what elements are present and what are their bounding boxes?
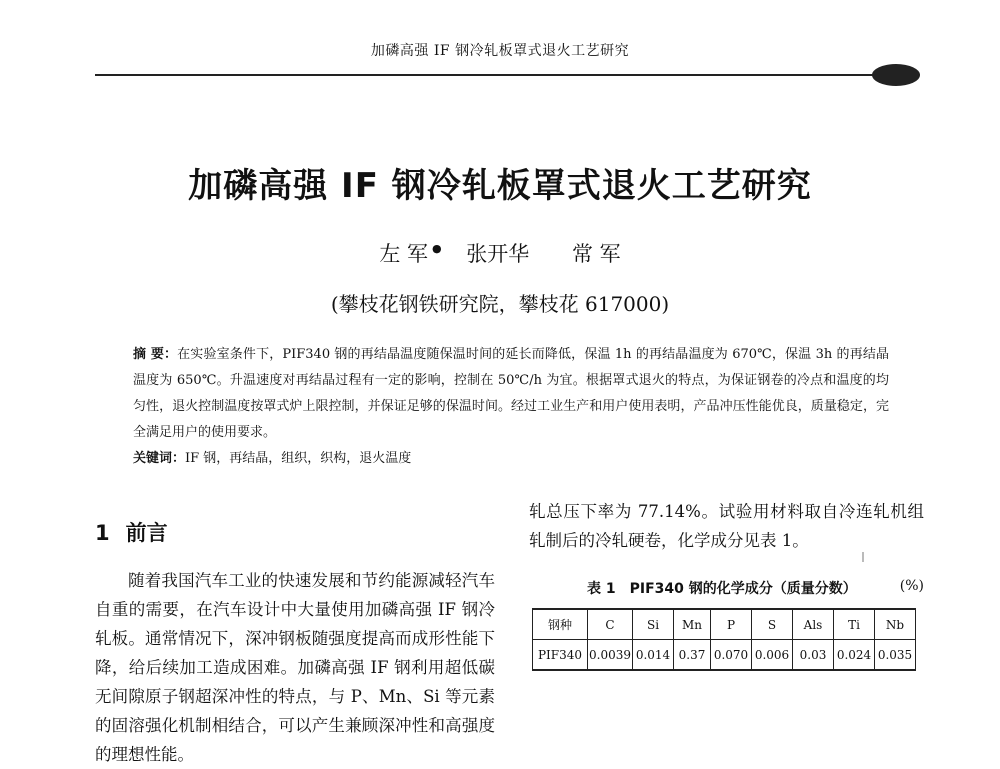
- left-column-paragraph: 随着我国汽车工业的快速发展和节约能源减轻汽车自重的需要，在汽车设计中大量使用加磷高强 IF 钢冷轧板。通常情况下，深冲钢板随强度提高而成形性能下降，给后续加工造成困难。加磷高强 IF 钢利用超低碳无间隙原子钢超深冲性的特点，与 P、Mn、Si 等元素的固溶强化机制相结合，可以产生兼顾深冲性和高强度的理想性能。: [95, 571, 495, 764]
- header-cell: Nb: [875, 609, 916, 640]
- table-label: 表 1: [587, 581, 616, 597]
- author-line: [0, 238, 1000, 268]
- paper-title: 加磷高强 IF 钢冷轧板罩式退火工艺研究: [188, 166, 812, 206]
- table-caption: [529, 578, 924, 598]
- header-cell: Si: [633, 609, 674, 640]
- table-cell: 0.014: [633, 640, 674, 671]
- header-cell: Als: [793, 609, 834, 640]
- table-cell: 0.006: [752, 640, 793, 671]
- running-head: 加磷高强 IF 钢冷轧板罩式退火工艺研究: [370, 43, 630, 59]
- header-cell: Mn: [674, 609, 711, 640]
- affiliation: (攀枝花钢铁研究院，攀枝花 617000): [330, 292, 670, 316]
- abstract-text: 在实验室条件下，PIF340 钢的再结晶温度随保温时间的延长而降低，保温 1h 的再结晶温度为 670℃，保温 3h 的再结晶温度为 650℃。升温速度对再结晶过程有一定的影响，控制在 50℃/h 为宜。根据罩式退火的特点，为保证钢卷的冷点和温度的均匀性，退火控制温度按罩式炉上限控制，并保证足够的保温时间。经过工业生产和用户使用表明，产品冲压性能优良，质量稳定，完全满足用户的使用要求。: [133, 347, 890, 440]
- table-row: [533, 640, 916, 671]
- keywords: [133, 446, 889, 472]
- table-cell: 0.024: [834, 640, 875, 671]
- author-1: 左 军: [379, 242, 428, 266]
- author-2: 张开华: [466, 242, 530, 266]
- section-heading: [95, 517, 168, 547]
- table-cell: PIF340: [533, 640, 588, 671]
- corresponding-author-mark: ●: [432, 242, 442, 255]
- right-column-paragraph: 轧总压下率为 77.14%。试验用材料取自冷连轧机组轧制后的冷轧硬卷，化学成分见表 1。: [529, 502, 924, 550]
- abstract-label: 摘 要：: [133, 347, 178, 362]
- table-cell: 0.03: [793, 640, 834, 671]
- composition-table: [532, 608, 916, 671]
- header-cell: S: [752, 609, 793, 640]
- scan-speck: [862, 552, 864, 562]
- journal-badge: [872, 64, 920, 86]
- header-rule: [95, 74, 915, 76]
- keywords-text: IF 钢，再结晶，组织，织构，退火温度: [185, 451, 412, 466]
- table-cell: 0.37: [674, 640, 711, 671]
- section-title: 前言: [125, 521, 168, 545]
- table-cell: 0.070: [711, 640, 752, 671]
- header-cell: C: [588, 609, 633, 640]
- header-cell: P: [711, 609, 752, 640]
- header-cell: 钢种: [533, 609, 588, 640]
- table-cell: 0.035: [875, 640, 916, 671]
- table-cell: 0.0039: [588, 640, 633, 671]
- abstract: [133, 342, 889, 446]
- table-header-row: [533, 609, 916, 640]
- table-unit: (%): [899, 578, 924, 594]
- author-3: 常 军: [571, 242, 621, 266]
- header-cell: Ti: [834, 609, 875, 640]
- keywords-label: 关键词：: [133, 451, 186, 466]
- section-number: 1: [95, 521, 110, 545]
- table-caption-text: PIF340 钢的化学成分（质量分数）: [629, 581, 857, 597]
